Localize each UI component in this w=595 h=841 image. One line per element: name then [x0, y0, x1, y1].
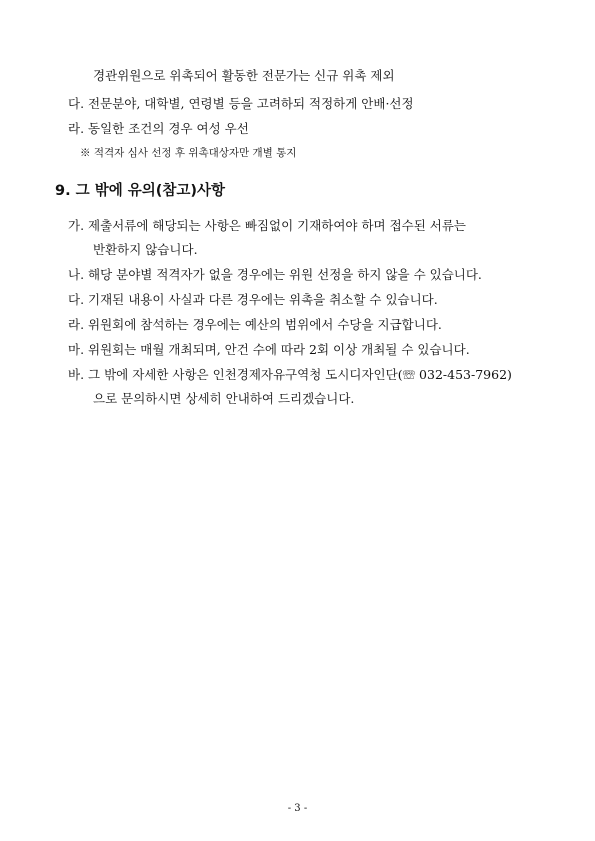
- continuation-line: 경관위원으로 위촉되어 활동한 전문가는 신규 위촉 제외: [93, 68, 395, 83]
- list-item-ba-continuation: 으로 문의하시면 상세히 안내하여 드리겠습니다.: [93, 391, 355, 406]
- section-9-heading: 9. 그 밖에 유의(참고)사항: [55, 183, 226, 199]
- list-item-na: 나. 해당 분야별 적격자가 없을 경우에는 위원 선정을 하지 않을 수 있습니다.: [68, 267, 482, 282]
- page-number: - 3 -: [287, 803, 308, 814]
- list-item-ga-continuation: 반환하지 않습니다.: [93, 242, 198, 257]
- list-item-ga: 가. 제출서류에 해당되는 사항은 빠짐없이 기재하여야 하며 접수된 서류는: [68, 218, 467, 233]
- list-item-ra-2: 라. 위원회에 참석하는 경우에는 예산의 범위에서 수당을 지급합니다.: [68, 317, 442, 332]
- list-item-ba: 바. 그 밖에 자세한 사항은 인천경제자유구역청 도시디자인단(☏ 032-453-7962): [68, 367, 512, 382]
- list-item-ma: 마. 위원회는 매월 개최되며, 안건 수에 따라 2회 이상 개최될 수 있습니다.: [68, 342, 470, 357]
- list-item-da-2: 다. 기재된 내용이 사실과 다른 경우에는 위촉을 취소할 수 있습니다.: [68, 292, 438, 307]
- selection-note: ※ 적격자 심사 선정 후 위촉대상자만 개별 통지: [80, 147, 297, 159]
- list-item-ra: 라. 동일한 조건의 경우 여성 우선: [68, 121, 249, 136]
- list-item-da: 다. 전문분야, 대학별, 연령별 등을 고려하되 적정하게 안배·선정: [68, 96, 414, 111]
